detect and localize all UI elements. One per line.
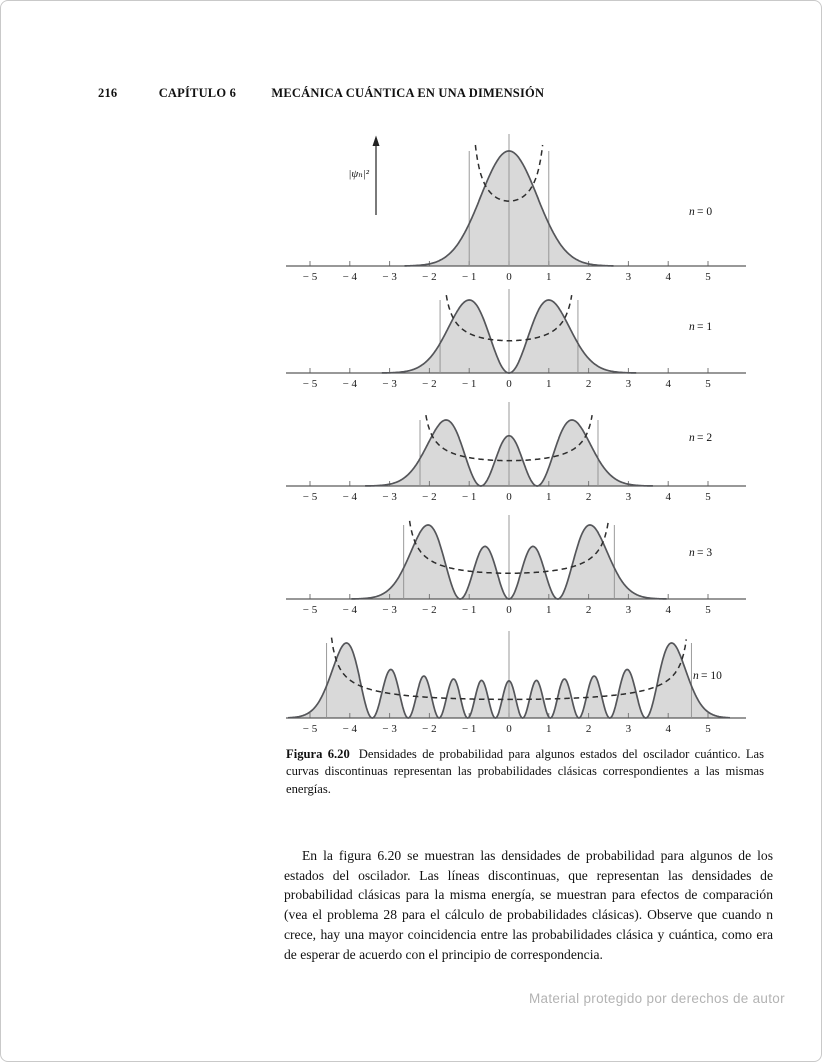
figure-caption xyxy=(286,746,764,798)
chapter-label: CAPÍTULO 6 xyxy=(158,86,237,100)
x-tick-label: 4 xyxy=(665,491,671,503)
x-tick-label: − 3 xyxy=(382,723,397,735)
x-tick-label: − 2 xyxy=(422,604,437,616)
x-tick-label: − 3 xyxy=(382,271,397,283)
x-tick-label: − 2 xyxy=(422,378,437,390)
y-axis-label: |ψₙ|² xyxy=(348,168,369,180)
x-tick-label: − 4 xyxy=(342,378,358,390)
x-tick-label: 0 xyxy=(506,491,512,503)
x-tick-label: 0 xyxy=(506,723,512,735)
n-label: n = 0 xyxy=(689,206,713,218)
x-tick-label: 3 xyxy=(625,378,632,390)
x-tick-label: − 4 xyxy=(342,604,358,616)
x-tick-label: − 4 xyxy=(342,723,358,735)
oscillator-plot-n-3 xyxy=(284,512,766,617)
figure-caption-text: Densidades de probabilidad para algunos estados del oscilador cuántico. Las curvas discontinuas representan las probabilidades clásicas correspondientes a las mismas energías. xyxy=(286,747,764,796)
x-tick-label: − 1 xyxy=(461,271,477,283)
x-tick-label: − 5 xyxy=(302,604,318,616)
x-tick-label: − 2 xyxy=(422,271,437,283)
n-label: n = 3 xyxy=(689,547,713,559)
copyright-notice: Material protegido por derechos de autor xyxy=(529,991,785,1006)
figure-6-20-plots xyxy=(284,131,766,736)
x-tick-label: − 3 xyxy=(382,604,397,616)
page-header xyxy=(98,86,544,101)
x-tick-label: 5 xyxy=(705,723,711,735)
x-tick-label: 4 xyxy=(665,723,671,735)
x-tick-label: − 5 xyxy=(302,378,318,390)
x-tick-label: 2 xyxy=(585,723,592,735)
oscillator-plot-n-2 xyxy=(284,399,766,504)
oscillator-plot-n-10 xyxy=(284,628,766,736)
x-tick-label: 4 xyxy=(665,271,671,283)
n-label: n = 2 xyxy=(689,432,713,444)
x-tick-label: − 5 xyxy=(302,491,318,503)
y-axis-arrowhead-icon xyxy=(373,136,380,147)
body-paragraph: En la figura 6.20 se muestran las densidades de probabilidad para algunos de los estados del oscilador. Las líneas discontinuas, que representan las densidades de probabilidad clásicas para la misma energía, se muestran para efectos de comparación (vea el problema 28 para el cálculo de probabilidades clásicas). Observe que cuando n crece, hay una mayor coincidencia entre las probabilidades clásica y cuántica, como era de esperar de acuerdo con el principio de correspondencia. xyxy=(284,848,773,962)
x-tick-label: − 5 xyxy=(302,271,318,283)
x-tick-label: 1 xyxy=(546,723,552,735)
x-tick-label: 5 xyxy=(705,378,711,390)
oscillator-plot-n-0 xyxy=(284,131,766,284)
x-tick-label: − 1 xyxy=(461,604,477,616)
x-tick-label: 2 xyxy=(585,378,592,390)
x-tick-label: − 4 xyxy=(342,271,358,283)
x-tick-label: 3 xyxy=(625,271,632,283)
x-tick-label: 1 xyxy=(546,604,552,616)
x-tick-label: − 4 xyxy=(342,491,358,503)
x-tick-label: − 3 xyxy=(382,491,397,503)
x-tick-label: 5 xyxy=(705,271,711,283)
x-tick-label: 3 xyxy=(625,491,632,503)
x-tick-label: − 2 xyxy=(422,723,437,735)
x-tick-label: 1 xyxy=(546,491,552,503)
oscillator-plot-n-1 xyxy=(284,286,766,391)
x-tick-label: 3 xyxy=(625,723,632,735)
x-tick-label: − 2 xyxy=(422,491,437,503)
x-tick-label: − 1 xyxy=(461,491,477,503)
x-tick-label: 5 xyxy=(705,491,711,503)
x-tick-label: 1 xyxy=(546,271,552,283)
x-tick-label: − 1 xyxy=(461,723,477,735)
n-label: n = 1 xyxy=(689,321,713,333)
x-tick-label: 0 xyxy=(506,271,512,283)
x-tick-label: 2 xyxy=(585,271,592,283)
x-tick-label: − 5 xyxy=(302,723,318,735)
x-tick-label: 5 xyxy=(705,604,711,616)
x-tick-label: 2 xyxy=(585,604,592,616)
x-tick-label: 1 xyxy=(546,378,552,390)
chapter-title: MECÁNICA CUÁNTICA EN UNA DIMENSIÓN xyxy=(271,86,545,100)
page-number: 216 xyxy=(98,86,118,100)
x-tick-label: 0 xyxy=(506,378,512,390)
x-tick-label: 3 xyxy=(625,604,632,616)
n-label: n = 10 xyxy=(693,670,722,682)
x-tick-label: − 3 xyxy=(382,378,397,390)
x-tick-label: 4 xyxy=(665,378,671,390)
x-tick-label: − 1 xyxy=(461,378,477,390)
x-tick-label: 0 xyxy=(506,604,512,616)
x-tick-label: 4 xyxy=(665,604,671,616)
figure-caption-label: Figura 6.20 xyxy=(286,747,350,761)
x-tick-label: 2 xyxy=(585,491,592,503)
